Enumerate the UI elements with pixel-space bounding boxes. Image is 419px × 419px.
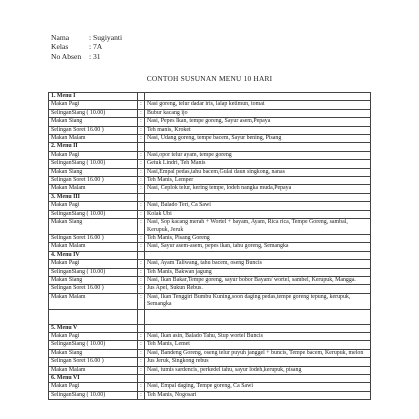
meal-time: Makan Malam	[49, 135, 138, 143]
separator-colon: :	[138, 358, 145, 366]
food-items: Nasi,Empal pedas,tahu bacem,Gulai daun singkong, nanas	[145, 168, 371, 176]
food-items: Nasi, Udang goreng, tempe bacem, Sayur bening, Pisang	[145, 135, 371, 143]
food-items: Nasi, Ceplok telur, kering tempe, lodeh nangka muda,Pepaya	[145, 185, 371, 193]
separator-colon: :	[138, 210, 145, 218]
separator-colon: :	[138, 293, 145, 309]
meal-time: SelinganSiang ( 10.00)	[49, 341, 138, 349]
separator-colon: :	[138, 177, 145, 185]
separator-colon: :	[138, 151, 145, 159]
food-items: Nasi, Sayur asem-asem, pepes ikan, tahu goreng, Semangka	[145, 243, 371, 251]
table-row	[49, 101, 371, 109]
separator-colon: :	[138, 234, 145, 242]
separator-colon: :	[138, 126, 145, 134]
food-items: Bubur kacang ijo	[145, 109, 371, 117]
food-items: Nasi, Sop kacang merah + Wortel + bayam, Ayam, Rica rica, Tempe Goreng, sambal, Kerupuk, Jeruk	[145, 219, 371, 235]
table-row	[49, 185, 371, 193]
student-identity	[51, 33, 122, 61]
blank-cell	[49, 309, 138, 324]
menu-table	[48, 92, 371, 400]
table-row	[49, 202, 371, 210]
menu-header-row	[49, 251, 371, 259]
table-row	[49, 135, 371, 143]
meal-time: Makan Pagi	[49, 101, 138, 109]
menu-header: 2. Menu II	[49, 143, 138, 151]
meal-time: Makan Pagi	[49, 332, 138, 340]
identity-value: : 31	[89, 51, 101, 61]
table-row	[49, 177, 371, 185]
meal-time: Makan Siang	[49, 219, 138, 235]
table-row	[49, 391, 371, 399]
table-row	[49, 168, 371, 176]
separator-colon: :	[138, 118, 145, 126]
menu-header: 5. Menu V	[49, 324, 138, 332]
meal-time: Makan Pagi	[49, 260, 138, 268]
separator-colon: :	[138, 391, 145, 399]
menu-header-row	[49, 324, 371, 332]
separator-colon: :	[138, 349, 145, 357]
identity-label: Kelas	[51, 42, 69, 52]
separator-colon: :	[138, 366, 145, 374]
food-items: Nasi, Bandeng Goreng, oseng telur puyuh janggel + buncis, Tempe bacem, Kerupuk, melon	[145, 349, 371, 357]
empty-cell	[145, 375, 371, 383]
meal-time: SelinganSiang ( 10.00)	[49, 391, 138, 399]
separator-colon: :	[138, 383, 145, 391]
meal-time: Makan Malam	[49, 293, 138, 309]
table-row	[49, 285, 371, 293]
separator-colon: :	[138, 135, 145, 143]
menu-header-row	[49, 93, 371, 101]
separator-colon: :	[138, 341, 145, 349]
identity-label: Nama	[51, 33, 70, 42]
food-items: Teh Manis, Nogosari	[145, 391, 371, 399]
separator-colon: :	[138, 109, 145, 117]
separator-cell	[138, 375, 145, 383]
table-row	[49, 160, 371, 168]
menu-header: 3. Menu III	[49, 193, 138, 201]
food-items: Nasi,opor telur ayam, tempe goreng	[145, 151, 371, 159]
food-items: Nasi, Balado Teri, Ca Sawi	[145, 202, 371, 210]
food-items: Jus Jeruk, Singkong rebus	[145, 358, 371, 366]
table-row	[49, 109, 371, 117]
empty-cell	[145, 143, 371, 151]
meal-time: SelinganSiang ( 10.00)	[49, 160, 138, 168]
identity-value: : 7A	[89, 42, 103, 52]
table-row	[49, 358, 371, 366]
empty-cell	[145, 93, 371, 101]
meal-time: Selingan Soret 16.00 )	[49, 358, 138, 366]
meal-time: SelinganSiang ( 10.00)	[49, 268, 138, 276]
separator-colon: :	[138, 160, 145, 168]
separator-cell	[138, 143, 145, 151]
table-row	[49, 219, 371, 235]
blank-row	[49, 309, 371, 324]
identity-row	[51, 52, 122, 61]
table-row	[49, 349, 371, 357]
meal-time: Selingan Soret 16.00 )	[49, 285, 138, 293]
meal-time: Makan Pagi	[49, 383, 138, 391]
table-row	[49, 243, 371, 251]
menu-header-row	[49, 375, 371, 383]
meal-time: Makan Siang	[49, 118, 138, 126]
separator-colon: :	[138, 285, 145, 293]
identity-value: : Sugiyanti	[89, 33, 123, 42]
meal-time: Makan Pagi	[49, 202, 138, 210]
table-row	[49, 332, 371, 340]
table-row	[49, 293, 371, 309]
food-items: Teh Manis, Lemet	[145, 341, 371, 349]
identity-label: No Absen	[51, 51, 82, 61]
separator-cell	[138, 193, 145, 201]
empty-cell	[145, 324, 371, 332]
menu-header: 1. Menu I	[49, 93, 138, 101]
meal-time: Makan Siang	[49, 276, 138, 284]
menu-header-row	[49, 143, 371, 151]
separator-colon: :	[138, 185, 145, 193]
meal-time: SelinganSiang ( 10.00)	[49, 109, 138, 117]
food-items: Teh manis, Kroket	[145, 126, 371, 134]
separator-cell	[138, 324, 145, 332]
table-row	[49, 151, 371, 159]
food-items: Kolak Ubi	[145, 210, 371, 218]
separator-colon: :	[138, 243, 145, 251]
meal-time: Makan Malam	[49, 366, 138, 374]
table-row	[49, 383, 371, 391]
menu-header-row	[49, 193, 371, 201]
food-items: Nasi, Ayam Taliwang, tahu bacem, oseng Buncis	[145, 260, 371, 268]
separator-colon: :	[138, 168, 145, 176]
table-row	[49, 268, 371, 276]
blank-cell	[138, 309, 145, 324]
food-items: Teh Manis, Bakwan jagung	[145, 268, 371, 276]
separator-colon: :	[138, 219, 145, 235]
meal-time: Selingan Soret 16.00 )	[49, 177, 138, 185]
table-row	[49, 118, 371, 126]
meal-time: SelinganSiang ( 10.00)	[49, 210, 138, 218]
identity-row	[51, 42, 122, 51]
separator-colon: :	[138, 332, 145, 340]
table-row	[49, 126, 371, 134]
blank-cell	[145, 309, 371, 324]
food-items: Nasi, Ikan Bakar,Tempe goreng, sayur bobor Bayam/ wortel, sambel, Kerupuk, Mangga.	[145, 276, 371, 284]
table-row	[49, 260, 371, 268]
meal-time: Makan Siang	[49, 349, 138, 357]
separator-colon: :	[138, 202, 145, 210]
separator-colon: :	[138, 101, 145, 109]
table-row	[49, 234, 371, 242]
table-row	[49, 341, 371, 349]
separator-cell	[138, 93, 145, 101]
meal-time: Selingan Soret 16.00 )	[49, 234, 138, 242]
empty-cell	[145, 251, 371, 259]
empty-cell	[145, 193, 371, 201]
separator-colon: :	[138, 268, 145, 276]
food-items: Nasi, Pepes Ikan, tempe goreng, Sayur asem,Pepaya	[145, 118, 371, 126]
food-items: Nasi, Empal daging, Tempe goreng, Ca Sawi	[145, 383, 371, 391]
meal-time: Makan Malam	[49, 243, 138, 251]
separator-colon: :	[138, 276, 145, 284]
meal-time: Makan Malam	[49, 185, 138, 193]
table-row	[49, 210, 371, 218]
document-title: CONTOH SUSUNAN MENU 10 HARI	[146, 74, 273, 83]
separator-cell	[138, 251, 145, 259]
table-row	[49, 276, 371, 284]
food-items: Nasi, Ikan asin, Balado Tahu, Stup wortel Buncis	[145, 332, 371, 340]
food-items: Nasi, tumis sardencis, perkedel tahu, sayur lodeh,kerupuk, pisang	[145, 366, 371, 374]
meal-time: Selingan Soret 16.00 )	[49, 126, 138, 134]
meal-time: Makan Pagi	[49, 151, 138, 159]
food-items: Teh Manis, Lemper	[145, 177, 371, 185]
food-items: Nasi goreng, telur dadar iris, lalap ketimun, tomat	[145, 101, 371, 109]
identity-row	[51, 33, 122, 42]
menu-header: 4. Menu IV	[49, 251, 138, 259]
menu-header: 6. Menu VI	[49, 375, 138, 383]
food-items: Teh Manis, Pisang Goreng	[145, 234, 371, 242]
food-items: Jus Apel, Sukun Rebus.	[145, 285, 371, 293]
food-items: Getuk Lindri, Teh Manis	[145, 160, 371, 168]
meal-time: Makan Siang	[49, 168, 138, 176]
separator-colon: :	[138, 260, 145, 268]
table-row	[49, 366, 371, 374]
food-items: Nasi, Ikan Tenggiri Bumbu Kuning,soon daging pedas,tempe goreng tepung, kerupuk, Semangka	[145, 293, 371, 309]
